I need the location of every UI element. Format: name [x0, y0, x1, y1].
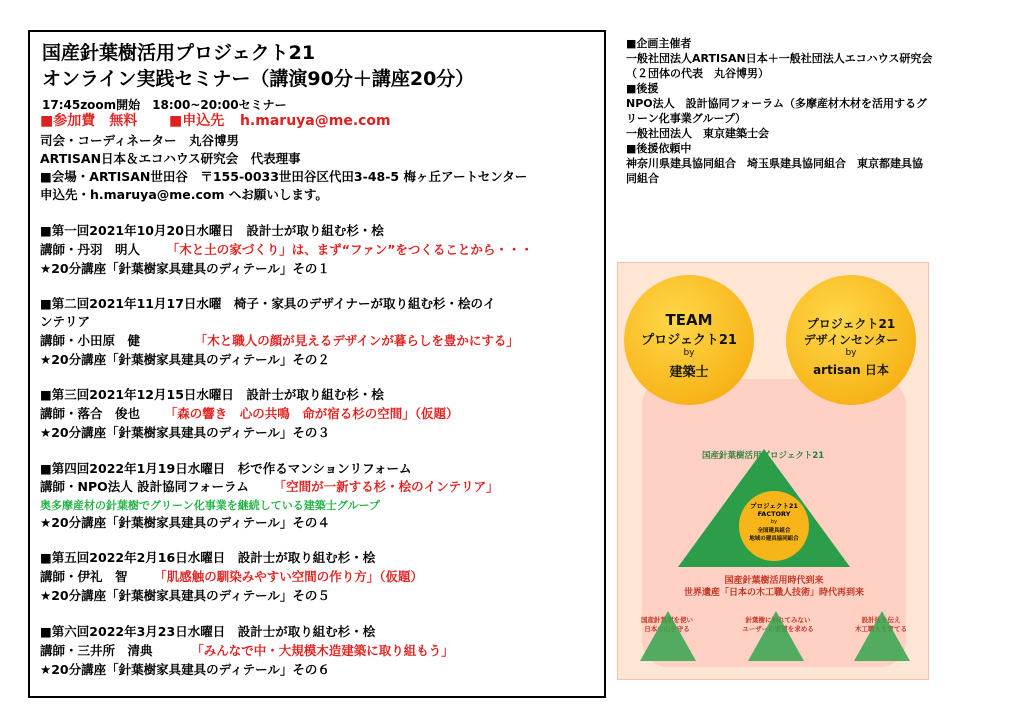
organizer-line: 神奈川県建具協同組合 埼玉県建具協同組合 東京都建具協 [626, 157, 923, 170]
tri3-label-line: 設計技を伝え [861, 616, 901, 624]
session-lecturer: 講師・伊礼 智 [40, 569, 128, 584]
session-header-cont: ンテリア [40, 314, 91, 329]
diagram-band-title: 国産針葉樹活用プロジェクト21 [702, 451, 825, 461]
fee-label: ■参加費 無料 [40, 113, 138, 129]
organizer-line: 一般社団法人ARTISAN日本＋一般社団法人エコハウス研究会 [626, 52, 933, 65]
session-lecturer-row [40, 642, 454, 660]
design-circle-label: by [845, 348, 857, 358]
tri-mountain-3 [854, 611, 910, 661]
team-circle-label: TEAM [665, 311, 713, 329]
design-circle-label: デザインセンター [803, 333, 899, 347]
session-header: ■第五回2022年2月16日水曜日 設計士が取り組む杉・桧 [40, 550, 376, 565]
session-lecturer: 講師・NPO法人 設計協同フォーラム [40, 479, 249, 494]
session-topic: 「森の響き 心の共鳴 命が宿る杉の空間」（仮題） [164, 406, 459, 421]
session-course: ★20分講座「針葉樹家具建具のディテール」その２ [40, 352, 330, 367]
fee-row [40, 112, 391, 130]
factory-label: プロジェクト21 [750, 502, 798, 510]
tri1-label-line: 日本の山を守る [644, 625, 690, 633]
seminar-box [28, 30, 606, 698]
session-header: ■第六回2022年3月23日水曜日 設計士が取り組む杉・桧 [40, 624, 376, 639]
organizer-line: リーン化事業グループ） [626, 112, 747, 125]
design-center-circle [786, 275, 916, 405]
session-topic: 「空間が一新する杉・桧のインテリア」 [273, 479, 499, 494]
organizer-line: 一般社団法人 東京建築士会 [626, 127, 769, 140]
organizer-line: ■後援依頼中 [626, 142, 692, 155]
tri3-label-line: 木工職人を育てる [855, 625, 907, 633]
apply-note-line: 申込先・h.maruya@me.com へお願いします。 [40, 187, 328, 202]
session-note: 奥多摩産材の針葉樹でグリーン化事業を継続している建築士グループ [40, 499, 380, 512]
tri-mountain-2 [748, 611, 804, 661]
session-lecturer-row [40, 332, 519, 350]
factory-label: 全国建具組合 [757, 528, 791, 534]
seminar-time: 17:45zoom開始 18:00~20:00セミナー [42, 98, 287, 112]
factory-label: 地域の建具協同組合 [749, 536, 799, 542]
session-lecturer: 講師・落合 俊也 [40, 406, 141, 421]
factory-label: by [770, 519, 778, 525]
session-topic: 「みんなで中・大規模木造建築に取り組もう」 [191, 643, 454, 658]
tri1-label-line: 国産針葉樹を使い [641, 616, 693, 624]
project-diagram [617, 262, 929, 680]
host-line: 司会・コーディネーター 丸谷博男 [40, 133, 240, 148]
seminar-title: 国産針葉樹活用プロジェクト21 [42, 42, 316, 64]
session-lecturer-row [40, 478, 499, 496]
factory-label: FACTORY [757, 510, 791, 518]
session-header: ■第一回2021年10月20日水曜日 設計士が取り組む杉・桧 [40, 223, 384, 238]
organizer-line: ■後援 [626, 82, 659, 95]
session-course: ★20分講座「針葉樹家具建具のディテール」その４ [40, 515, 330, 530]
venue-line: ■会場・ARTISAN世田谷 〒155-0033世田谷区代田3-48-5 梅ヶ丘アートセンター [40, 169, 528, 184]
session-course: ★20分講座「針葉樹家具建具のディテール」その６ [40, 662, 330, 677]
era-line-2: 世界遺産「日本の木工職人技術」時代再到来 [683, 588, 864, 598]
host-org-line: ARTISAN日本＆エコハウス研究会 代表理事 [40, 151, 301, 166]
seminar-subtitle: オンライン実践セミナー（講演90分＋講座20分） [42, 68, 475, 90]
session-header: ■第二回2021年11月17日水曜 椅子・家具のデザイナーが取り組む杉・桧のイ [40, 296, 496, 311]
session-lecturer: 講師・小田原 健 [40, 333, 141, 348]
tri2-label-line: ユーザーの要望を求める [742, 625, 814, 633]
session-lecturer-row [40, 241, 533, 259]
session-lecturer: 講師・丹羽 明人 [40, 242, 141, 257]
factory-circle [739, 491, 809, 561]
design-circle-label: プロジェクト21 [806, 317, 896, 331]
session-course: ★20分講座「針葉樹家具建具のディテール」その５ [40, 588, 330, 603]
era-line-1: 国産針葉樹活用時代到来 [724, 576, 824, 586]
team-circle-label: by [683, 348, 695, 358]
tri-mountain-1 [640, 611, 696, 661]
session-topic: 「肌感触の馴染みやすい空間の作り方」（仮題） [154, 569, 423, 584]
apply-label: ■申込先 [168, 113, 225, 129]
team-circle-label: プロジェクト21 [641, 333, 737, 348]
team-circle-label: 建築士 [669, 365, 709, 380]
email-link[interactable]: h.maruya@me.com [239, 113, 391, 129]
session-lecturer-row [40, 405, 459, 423]
organizer-line: （２団体の代表 丸谷博男） [626, 67, 769, 80]
design-circle-label: artisan 日本 [813, 363, 889, 377]
organizer-line: ■企画主催者 [626, 37, 692, 50]
session-lecturer-row [40, 568, 423, 586]
session-header: ■第四回2022年1月19日水曜日 杉で作るマンションリフォーム [40, 461, 412, 476]
organizer-line: 同組合 [626, 172, 659, 185]
team-circle [624, 275, 754, 405]
organizer-line: NPO法人 設計協同フォーラム（多摩産材木材を活用するグ [626, 97, 927, 110]
tri2-label-line: 針葉樹に触れてみない [745, 616, 811, 624]
session-course: ★20分講座「針葉樹家具建具のディテール」その１ [40, 261, 330, 276]
session-topic: 「木と職人の顔が見えるデザインが暮らしを豊かにする」 [194, 333, 519, 348]
session-course: ★20分講座「針葉樹家具建具のディテール」その３ [40, 425, 330, 440]
session-topic: 「木と土の家づくり」は、まず“ファン”をつくることから・・・ [166, 242, 533, 257]
session-lecturer: 講師・三井所 清典 [40, 643, 153, 658]
session-header: ■第三回2021年12月15日水曜日 設計士が取り組む杉・桧 [40, 387, 384, 402]
